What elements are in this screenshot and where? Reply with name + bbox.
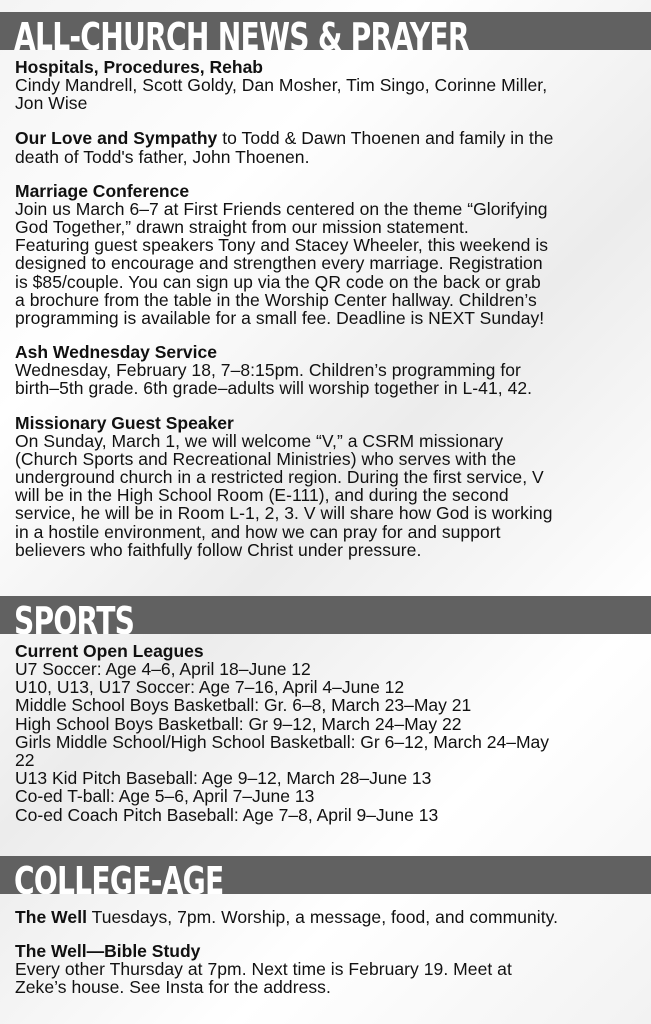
text-line: Wednesday, February 18, 7–8:15pm. Children’s programming for bbox=[15, 360, 521, 381]
bible-study-item bbox=[15, 943, 651, 996]
list-item: Middle School Boys Basketball: Gr. 6–8, March 23–May 21 bbox=[15, 695, 472, 716]
sympathy-text bbox=[15, 129, 651, 165]
the-well-text bbox=[15, 908, 651, 926]
hospitals-item bbox=[15, 59, 651, 112]
text-line: Jon Wise bbox=[15, 93, 88, 114]
list-item: Girls Middle School/High School Basketball: Gr 6–12, March 24–May bbox=[15, 731, 549, 752]
news-section bbox=[0, 12, 651, 559]
text-line: Featuring guest speakers Tony and Stacey Wheeler, this weekend is bbox=[15, 235, 549, 256]
sports-section bbox=[0, 596, 651, 824]
list-item: High School Boys Basketball: Gr 9–12, March 24–May 22 bbox=[15, 713, 462, 734]
missionary-item bbox=[15, 412, 651, 560]
list-item: 22 bbox=[15, 750, 35, 771]
ash-wednesday-heading: Ash Wednesday Service bbox=[15, 342, 217, 363]
list-item: Co-ed T-ball: Age 5–6, April 7–June 13 bbox=[15, 786, 315, 807]
text-line: On Sunday, March 1, we will welcome “V,” a CSRM missionary bbox=[15, 430, 504, 451]
sports-banner bbox=[0, 596, 651, 634]
sports-content bbox=[0, 634, 651, 824]
leagues-list bbox=[15, 660, 651, 824]
text-line: Zeke’s house. See Insta for the address. bbox=[15, 977, 331, 998]
missionary-heading: Missionary Guest Speaker bbox=[15, 412, 234, 433]
text-line: birth–5th grade. 6th grade–adults will worship together in L-41, 42. bbox=[15, 378, 533, 399]
text-line: Join us March 6–7 at First Friends centered on the theme “Glorifying bbox=[15, 198, 548, 219]
text-line bbox=[15, 908, 651, 926]
list-item: U13 Kid Pitch Baseball: Age 9–12, March 28–June 13 bbox=[15, 768, 432, 789]
college-banner-title: COLLEGE-AGE bbox=[14, 859, 224, 894]
text-line: is $85/couple. You can sign up via the QR code on the back or grab bbox=[15, 271, 541, 292]
text-line: service, he will be in Room L-1, 2, 3. V will share how God is working bbox=[15, 503, 553, 524]
marriage-text bbox=[15, 200, 651, 327]
text-line: Every other Thursday at 7pm. Next time is February 19. Meet at bbox=[15, 959, 512, 980]
list-item: Co-ed Coach Pitch Baseball: Age 7–8, April 9–June 13 bbox=[15, 804, 439, 825]
the-well-rest: Tuesdays, 7pm. Worship, a message, food, and community. bbox=[87, 907, 559, 927]
sympathy-heading: Our Love and Sympathy bbox=[15, 128, 218, 149]
the-well-heading: The Well bbox=[15, 907, 88, 927]
bible-study-heading: The Well—Bible Study bbox=[15, 941, 201, 962]
list-item: U7 Soccer: Age 4–6, April 18–June 12 bbox=[15, 659, 311, 679]
text-line: (Church Sports and Recreational Ministries) who serves with the bbox=[15, 448, 517, 469]
marriage-item bbox=[15, 180, 651, 329]
missionary-text bbox=[15, 432, 651, 559]
leagues-heading: Current Open Leagues bbox=[15, 641, 204, 661]
college-section bbox=[0, 856, 651, 997]
hospitals-heading: Hospitals, Procedures, Rehab bbox=[15, 57, 263, 77]
marriage-heading: Marriage Conference bbox=[15, 180, 190, 201]
college-content bbox=[0, 894, 651, 997]
text-line: programming is available for a small fee. Deadline is NEXT Sunday! bbox=[15, 308, 545, 329]
list-item: U10, U13, U17 Soccer: Age 7–16, April 4–June 12 bbox=[15, 677, 405, 698]
text-line: Cindy Mandrell, Scott Goldy, Dan Mosher, Tim Singo, Corinne Miller, bbox=[15, 75, 548, 95]
news-banner bbox=[0, 12, 651, 50]
text-line: will be in the High School Room (E-111), and during the second bbox=[15, 485, 509, 506]
hospitals-text bbox=[15, 76, 651, 112]
news-banner-title: ALL-CHURCH NEWS & PRAYER bbox=[14, 15, 469, 50]
sympathy-line1-rest: to Todd & Dawn Thoenen and family in the bbox=[217, 128, 554, 149]
news-content bbox=[0, 50, 651, 559]
text-line: in a hostile environment, and how we can pray for and support bbox=[15, 521, 501, 542]
text-line bbox=[15, 129, 651, 147]
text-line: death of Todd's father, John Thoenen. bbox=[15, 146, 310, 167]
ash-wednesday-item bbox=[15, 344, 651, 397]
sports-banner-title: SPORTS bbox=[14, 599, 135, 634]
text-line: God Together,” drawn straight from our mission statement. bbox=[15, 217, 469, 238]
text-line: believers who faithfully follow Christ under pressure. bbox=[15, 539, 422, 560]
college-banner bbox=[0, 856, 651, 894]
text-line: designed to encourage and strengthen every marriage. Registration bbox=[15, 253, 543, 274]
ash-wednesday-text bbox=[15, 361, 651, 397]
text-line: underground church in a restricted region. During the first service, V bbox=[15, 467, 544, 488]
text-line: a brochure from the table in the Worship Center hallway. Children’s bbox=[15, 289, 537, 310]
bible-study-text bbox=[15, 960, 651, 996]
sympathy-item bbox=[15, 129, 651, 165]
